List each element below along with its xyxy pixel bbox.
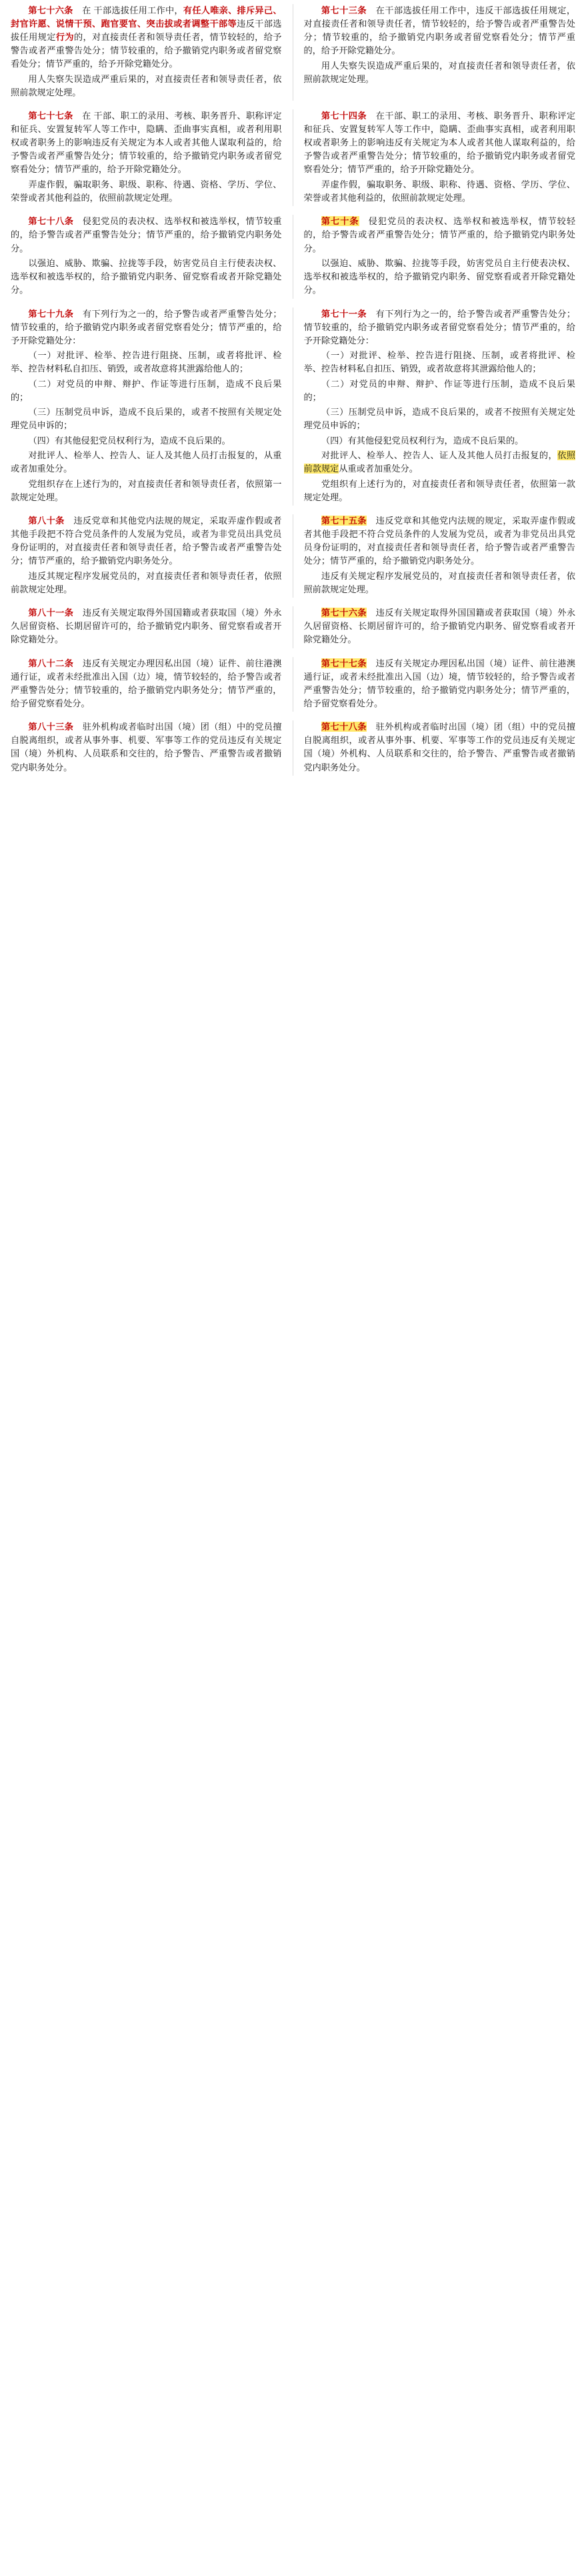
- article-number: 第七十九条: [28, 308, 74, 319]
- article-row: [0, 514, 586, 598]
- article-row: [0, 109, 586, 206]
- article-cell-left: [0, 606, 293, 648]
- article-number: 第七十五条: [321, 516, 367, 526]
- article-row: [0, 4, 586, 101]
- article-cell-left: [0, 215, 293, 298]
- article-number: 第七十三条: [321, 5, 367, 15]
- article-paragraph: 第七十六条 在 干部选拔任用工作中，有任人唯亲、排斥异己、封官许愿、说情干预、跑官要官、突击拔或者调整干部等违反干部选拔任用规定行为的，对直接责任者和领导责任者，情节较轻的，给予警告或者严重警告处分；情节较重的，给予撤销党内职务或者留党察看处分；情节严重的，给予开除党籍处分。: [11, 5, 282, 69]
- article-cell-left: [0, 514, 293, 598]
- article-cell-right: [293, 657, 586, 712]
- article-number: 第七十八条: [28, 216, 74, 227]
- article-paragraph: 对批评人、检举人、控告人、证人及其他人员打击报复的，从重或者加重处分。: [11, 450, 282, 474]
- article-cell-left: [0, 307, 293, 506]
- article-paragraph: 第七十八条 驻外机构或者临时出国（境）团（组）中的党员擅自脱离组织，或者从事外事、机要、军事等工作的党员违反有关规定国（境）外机构、人员联系和交往的，给予警告、严重警告或者撤销党内职务处分。: [303, 722, 576, 772]
- article-number: 第七十条: [321, 216, 359, 227]
- article-cell-left: [0, 657, 293, 712]
- article-paragraph: 违反有关规定程序发展党员的，对直接责任者和领导责任者，依照前款规定处理。: [303, 570, 575, 594]
- article-row: [0, 215, 586, 298]
- article-number: 第七十六条: [28, 5, 73, 15]
- article-cell-left: [0, 4, 293, 101]
- article-paragraph: 第八十三条 驻外机构或者临时出国（境）团（组）中的党员擅自脱离组织，或者从事外事、机要、军事等工作的党员违反有关规定国（境）外机构、人员联系和交往的，给予警告、严重警告或者撤销党内职务处分。: [11, 722, 282, 772]
- article-subitem: （二）对党员的申辩、辩护、作证等进行压制，造成不良后果的；: [11, 378, 282, 402]
- article-row: [0, 657, 586, 712]
- article-subitem: （四）有其他侵犯党员权利行为，造成不良后果的。: [321, 435, 524, 446]
- article-number: 第八十三条: [28, 722, 74, 732]
- article-cell-right: [293, 215, 586, 298]
- article-subitem: （一）对批评、检举、控告进行阻挠、压制，或者将批评、检举、控告材料私自扣压、销毁，或者故意将其泄露给他人的；: [11, 350, 282, 374]
- article-paragraph: 第八十条 违反党章和其他党内法规的规定，采取弄虚作假或者其他手段把不符合党员条件的人发展为党员，或者为非党员出具党员身份证明的，对直接责任者和领导责任者，给予警告或者严重警告处分；情节严重的，给予撤销党内职务处分。: [11, 516, 282, 566]
- article-subitem: （一）对批评、检举、控告进行阻挠、压制，或者将批评、检举、控告材料私自扣压、销毁，或者故意将其泄露给他人的；: [303, 350, 575, 374]
- article-paragraph: 第七十六条 违反有关规定取得外国国籍或者获取国（境）外永久居留资格、长期居留许可的，给予撤销党内职务、留党察看或者开除党籍处分。: [303, 608, 576, 645]
- article-paragraph: 用人失察失误造成严重后果的，对直接责任者和领导责任者，依照前款规定处理。: [303, 60, 575, 84]
- article-subitem: （三）压制党员申诉，造成不良后果的，或者不按照有关规定处理党员申诉的；: [303, 407, 575, 431]
- article-paragraph: 以强迫、威胁、欺骗、拉拢等手段，妨害党员自主行使表决权、选举权和被选举权的，给予撤销党内职务、留党察看或者开除党籍处分。: [303, 257, 575, 295]
- article-number: 第八十一条: [28, 608, 74, 618]
- article-number: 第七十一条: [321, 308, 367, 319]
- article-number: 第七十七条: [28, 111, 73, 121]
- article-number: 第七十六条: [321, 608, 367, 618]
- article-paragraph: 第七十八条 侵犯党员的表决权、选举权和被选举权，情节较重的，给予警告或者严重警告处分；情节严重的，给予撤销党内职务处分。: [11, 216, 282, 253]
- article-paragraph: 第七十七条 违反有关规定办理因私出国（境）证件、前往港澳通行证，或者未经批准出入国（边）境，情节较轻的，给予警告或者严重警告处分；情节较重的，给予撤销党内职务处分；情节严重的，给予留党察看处分。: [303, 658, 576, 708]
- article-number: 第七十四条: [321, 111, 367, 121]
- article-paragraph: 弄虚作假，骗取职务、职级、职称、待遇、资格、学历、学位、荣誉或者其他利益的，依照前款规定处理。: [303, 179, 575, 203]
- article-cell-right: [293, 307, 586, 506]
- article-paragraph: 违反其规定程序发展党员的，对直接责任者和领导责任者，依照前款规定处理。: [11, 570, 282, 594]
- article-cell-right: [293, 606, 586, 648]
- article-paragraph: 党组织存在上述行为的，对直接责任者和领导责任者，依照第一款规定处理。: [11, 478, 282, 502]
- article-number: 第七十八条: [321, 722, 367, 732]
- article-subitem: （二）对党员的申辩、辩护、作证等进行压制，造成不良后果的；: [303, 378, 575, 402]
- highlight-text: 依照前款规定: [303, 450, 576, 474]
- article-cell-right: [293, 4, 586, 101]
- article-row: [0, 606, 586, 648]
- article-cell-right: [293, 109, 586, 206]
- article-paragraph: 党组织有上述行为的，对直接责任者和领导责任者，依照第一款规定处理。: [303, 478, 575, 502]
- article-paragraph: 第七十九条 有下列行为之一的，给予警告或者严重警告处分；情节较重的，给予撤销党内职务或者留党察看处分；情节严重的，给予开除党籍处分：: [11, 308, 282, 346]
- article-cell-left: [0, 109, 293, 206]
- emphasis-text: 行为: [55, 32, 74, 43]
- article-subitem: （三）压制党员申诉，造成不良后果的，或者不按照有关规定处理党员申诉的；: [11, 407, 282, 431]
- emphasis-text: 有任人唯亲、排斥异己、封官许愿、说情干预、跑官要官、突击拔或者调整干部等: [11, 5, 282, 29]
- article-paragraph: 第七十四条 在干部、职工的录用、考核、职务晋升、职称评定和征兵、安置复转军人等工作中，隐瞒、歪曲事实真相，或者利用职权或者职务上的影响违反有关规定为本人或者其他人谋取利益的，给予警告或者严重警告处分；情节较重的，给予撤销党内职务或者留党察看处分；情节严重的，给予开除党籍处分。: [303, 111, 576, 175]
- article-subitem: （四）有其他侵犯党员权利行为，造成不良后果的。: [28, 435, 231, 446]
- article-number: 第八十二条: [28, 658, 74, 668]
- article-number: 第八十条: [28, 516, 65, 526]
- article-paragraph: 第八十二条 违反有关规定办理因私出国（境）证件、前往港澳通行证，或者未经批准出入国（边）境，情节较轻的，给予警告或者严重警告处分；情节较重的，给予撤销党内职务处分；情节严重的，给予留党察看处分。: [11, 658, 282, 708]
- article-paragraph: 第八十一条 违反有关规定取得外国国籍或者获取国（境）外永久居留资格、长期居留许可的，给予撤销党内职务、留党察看或者开除党籍处分。: [11, 608, 282, 645]
- article-paragraph: 第七十三条 在干部选拔任用工作中，违反干部选拔任用规定，对直接责任者和领导责任者，情节较轻的，给予警告或者严重警告处分；情节较重的，给予撤销党内职务或者留党察看处分；情节严重的，给予开除党籍处分。: [303, 5, 576, 56]
- article-cell-right: [293, 720, 586, 776]
- article-paragraph: 第七十条 侵犯党员的表决权、选举权和被选举权，情节较轻的，给予警告或者严重警告处分；情节严重的，给予撤销党内职务处分。: [303, 216, 576, 253]
- article-paragraph: 以强迫、威胁、欺骗、拉拢等手段，妨害党员自主行使表决权、选举权和被选举权的，给予撤销党内职务、留党察看或者开除党籍处分。: [11, 257, 282, 295]
- article-cell-left: [0, 720, 293, 776]
- article-paragraph: 对批评人、检举人、控告人、证人及其他人员打击报复的，依照前款规定从重或者加重处分。: [303, 450, 576, 474]
- article-paragraph: 用人失察失误造成严重后果的，对直接责任者和领导责任者，依照前款规定处理。: [11, 73, 282, 97]
- article-paragraph: 第七十七条 在 干部、职工的录用、考核、职务晋升、职称评定和征兵、安置复转军人等工作中，隐瞒、歪曲事实真相，或者利用职权或者职务上的影响违反有关规定为本人或者其他人谋取利益的，给予警告或者严重警告处分；情节较重的，给予撤销党内职务或者留党察看处分；情节严重的，给予开除党籍处分。: [11, 111, 282, 175]
- article-row: [0, 720, 586, 776]
- article-paragraph: 第七十五条 违反党章和其他党内法规的规定，采取弄虚作假或者其他手段把不符合党员条件的人发展为党员，或者为非党员出具党员身份证明的，对直接责任者和领导责任者，给予警告或者严重警告处分；情节严重的，给予撤销党内职务处分。: [303, 516, 576, 566]
- article-paragraph: 弄虚作假，骗取职务、职级、职称、待遇、资格、学历、学位、荣誉或者其他利益的，依照前款规定处理。: [11, 179, 282, 203]
- article-paragraph: 第七十一条 有下列行为之一的，给予警告或者严重警告处分；情节较重的，给予撤销党内职务或者留党察看处分；情节严重的，给予开除党籍处分：: [303, 308, 576, 346]
- document-page: [0, 0, 586, 789]
- article-cell-right: [293, 514, 586, 598]
- article-row: [0, 307, 586, 506]
- article-number: 第七十七条: [321, 658, 367, 668]
